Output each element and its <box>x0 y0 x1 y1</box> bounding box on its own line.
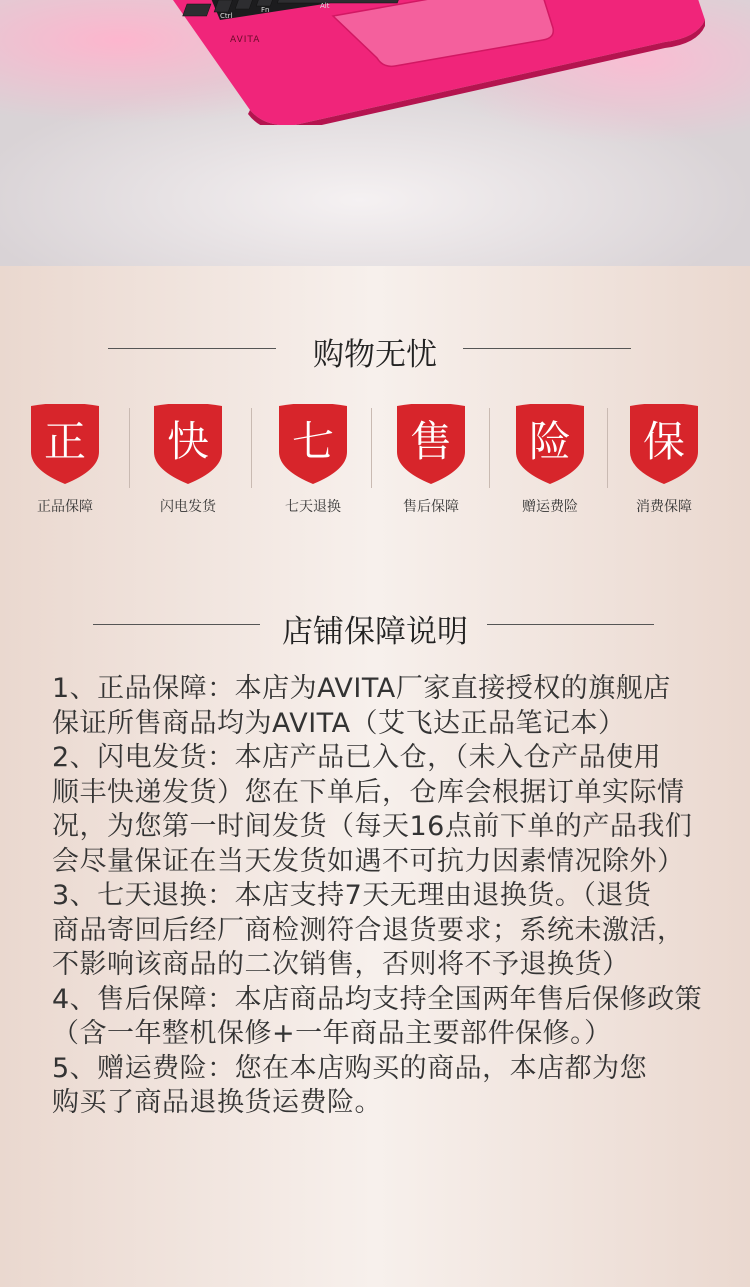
badge-seven-day-return <box>254 404 372 516</box>
badge-label: 正品保障 <box>37 499 93 515</box>
shield-icon <box>277 404 349 486</box>
guarantee-badges <box>0 404 750 524</box>
key-alt-label: Alt <box>320 2 330 10</box>
shield-icon <box>628 404 700 486</box>
badge-divider <box>251 408 252 488</box>
policy-line: 不影响该商品的二次销售，否则将不予退换货） <box>52 949 630 980</box>
key-fn-label: Fn <box>261 6 270 14</box>
policy-line: 1、正品保障：本店为AVITA厂家直接授权的旗舰店 <box>52 673 671 704</box>
badge-label: 售后保障 <box>403 499 459 515</box>
policy-line: 况，为您第一时间发货（每天16点前下单的产品我们 <box>52 811 693 842</box>
badge-after-sales <box>372 404 490 516</box>
policy-line: 顺丰快递发货）您在下单后，仓库会根据订单实际情 <box>52 776 685 808</box>
key-ctrl-label: Ctrl <box>220 12 233 20</box>
laptop-brand-logo: AVITA <box>230 35 261 45</box>
badge-char: 险 <box>528 417 572 466</box>
badge-label: 七天退换 <box>285 499 341 515</box>
policy-line: 保证所售商品均为AVITA（艾飞达正品笔记本） <box>52 707 626 739</box>
badge-divider <box>489 408 490 488</box>
policy-line: 商品寄回后经厂商检测符合退货要求；系统未激活， <box>52 914 685 946</box>
badge-label: 闪电发货 <box>160 499 216 515</box>
badge-char: 售 <box>409 417 453 466</box>
laptop-image <box>145 0 705 125</box>
policy-line: 3、七天退换：本店支持7天无理由退换货。（退货 <box>52 880 652 911</box>
title-rule-right <box>463 348 631 349</box>
badge-char: 保 <box>642 417 686 466</box>
badge-fast-shipping <box>129 404 247 516</box>
badge-char: 快 <box>166 417 210 466</box>
guarantee-section <box>0 266 750 1287</box>
shield-icon <box>29 404 101 486</box>
badge-label: 赠运费险 <box>522 499 578 515</box>
shield-icon <box>152 404 224 486</box>
badge-char: 七 <box>291 417 335 466</box>
product-hero-image <box>0 0 750 266</box>
store-policy-text <box>52 672 732 1121</box>
policy-line: 会尽量保证在当天发货如遇不可抗力因素情况除外） <box>52 845 685 877</box>
badge-consumer-protection <box>605 404 723 516</box>
badge-shipping-insurance <box>491 404 609 516</box>
badge-label: 消费保障 <box>636 499 692 515</box>
store-policy-title: 店铺保障说明 <box>282 614 468 650</box>
shield-icon <box>395 404 467 486</box>
shopping-title: 购物无忧 <box>313 337 437 373</box>
policy-line: 购买了商品退换货运费险。 <box>52 1087 382 1118</box>
policy-line: （含一年整机保修+一年商品主要部件保修。） <box>52 1018 612 1049</box>
policy-line: 2、闪电发货：本店产品已入仓，（未入仓产品使用 <box>52 742 662 773</box>
badge-char: 正 <box>43 417 87 466</box>
title-rule-right <box>487 624 654 625</box>
policy-line: 5、赠运费险：您在本店购买的商品，本店都为您 <box>52 1052 648 1084</box>
policy-line: 4、售后保障：本店商品均支持全国两年售后保修政策 <box>52 983 703 1015</box>
badge-genuine <box>6 404 124 516</box>
shield-icon <box>514 404 586 486</box>
